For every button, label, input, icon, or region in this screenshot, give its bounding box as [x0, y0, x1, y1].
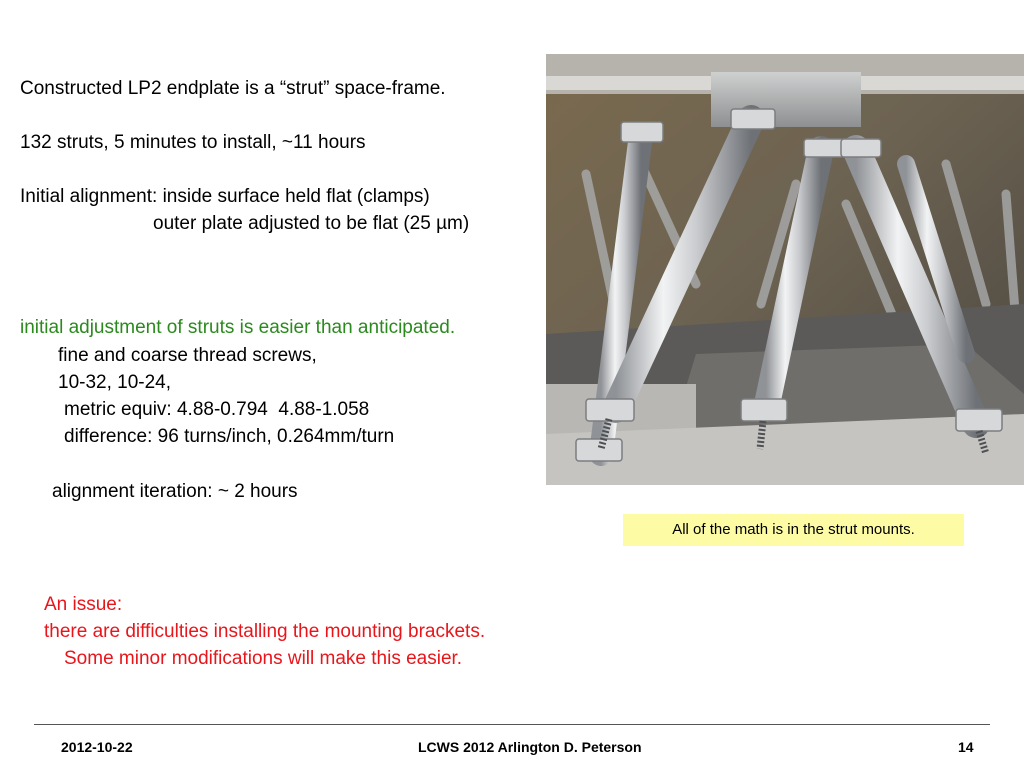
footer-page-number: 14 [958, 739, 974, 755]
text-endplate-description: Constructed LP2 endplate is a “strut” space-frame. [20, 78, 446, 99]
text-struts-count: 132 struts, 5 minutes to install, ~11 hours [20, 132, 366, 153]
text-adjustment-note: initial adjustment of struts is easier than anticipated. [20, 317, 456, 338]
text-metric-equiv: metric equiv: 4.88-0.794 4.88-1.058 [64, 399, 370, 420]
footer-divider [34, 724, 990, 725]
strut-spaceframe-photo [546, 54, 1024, 485]
text-thread-sizes: 10-32, 10-24, [58, 372, 172, 393]
issue-resolution: Some minor modifications will make this easier. [64, 648, 463, 669]
text-initial-alignment: Initial alignment: inside surface held flat (clamps) [20, 186, 430, 207]
text-alignment-iteration: alignment iteration: ~ 2 hours [52, 481, 298, 502]
footer-date: 2012-10-22 [61, 739, 133, 755]
text-difference: difference: 96 turns/inch, 0.264mm/turn [64, 426, 395, 447]
text-thread-screws: fine and coarse thread screws, [58, 345, 317, 366]
photo-caption: All of the math is in the strut mounts. [623, 514, 964, 546]
footer-title: LCWS 2012 Arlington D. Peterson [418, 739, 642, 755]
text-outer-plate: outer plate adjusted to be flat (25 µm) [153, 213, 470, 234]
issue-detail: there are difficulties installing the mounting brackets. [44, 621, 486, 642]
issue-heading: An issue: [44, 594, 123, 615]
